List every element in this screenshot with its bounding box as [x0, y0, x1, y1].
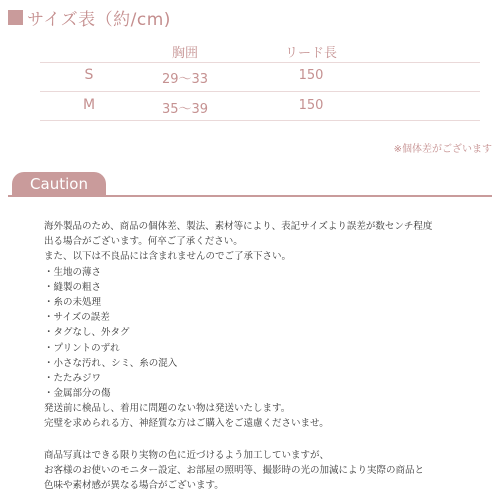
- caution-bullet: ・タグなし、外タグ: [44, 327, 130, 339]
- photo-note-line: お客様のお使いのモニター設定、お部屋の照明等、撮影時の光の加減により実際の商品と: [44, 464, 425, 476]
- caution-line: 完璧を求められる方、神経質な方はご購入をご遠慮くださいませ。: [44, 418, 329, 430]
- caution-line: 出る場合がございます。何卒ご了承ください。: [44, 236, 243, 248]
- size-table: [0, 36, 500, 122]
- individual-difference-note: ※個体差がございます: [393, 144, 492, 155]
- caution-bullet: ・糸の未処理: [44, 296, 102, 308]
- size-chart-header: [8, 6, 171, 28]
- square-icon: [8, 10, 23, 25]
- caution-body: [44, 219, 494, 493]
- caution-bullet: ・たたみジワ: [44, 372, 102, 384]
- caution-bullet: ・生地の薄さ: [44, 266, 102, 278]
- row-label-s: S: [84, 67, 94, 83]
- caution-bullet: ・金属部分の傷: [44, 388, 111, 400]
- caution-bullet: ・小さな汚れ、シミ、糸の混入: [44, 357, 178, 369]
- cell-s-chest: 29〜33: [161, 72, 209, 87]
- table-divider: [40, 62, 480, 63]
- row-label-m: M: [82, 97, 96, 113]
- caution-bullet: ・サイズの誤差: [44, 312, 110, 324]
- cell-s-lead: 150: [298, 68, 324, 83]
- column-header-lead-length: リード長: [284, 46, 338, 61]
- caution-bullet: ・縫製の粗さ: [44, 281, 102, 293]
- caution-heading: Caution: [12, 172, 106, 196]
- photo-note-line: 色味や素材感が異なる場合がございます。: [44, 480, 224, 491]
- caution-line: 発送前に検品し、着用に問題のない物は発送いたします。: [44, 403, 291, 415]
- caution-underline: [8, 195, 492, 197]
- table-divider: [40, 91, 480, 92]
- photo-note-line: 商品写真はできる限り実物の色に近づけるよう加工していますが、: [44, 449, 330, 461]
- caution-line: 海外製品のため、商品の個体差、製法、素材等により、表記サイズより誤差が数センチ程度: [44, 221, 433, 232]
- table-divider: [40, 120, 480, 121]
- caution-line: また、以下は不良品には含まれませんのでご了承下さい。: [44, 251, 292, 263]
- caution-bullet: ・プリントのずれ: [44, 342, 120, 354]
- paragraph-gap: [44, 432, 494, 448]
- column-header-chest: 胸囲: [171, 46, 199, 61]
- size-chart-title: サイズ表（約/cm): [27, 9, 171, 30]
- cell-m-lead: 150: [298, 98, 324, 113]
- cell-m-chest: 35〜39: [161, 102, 209, 117]
